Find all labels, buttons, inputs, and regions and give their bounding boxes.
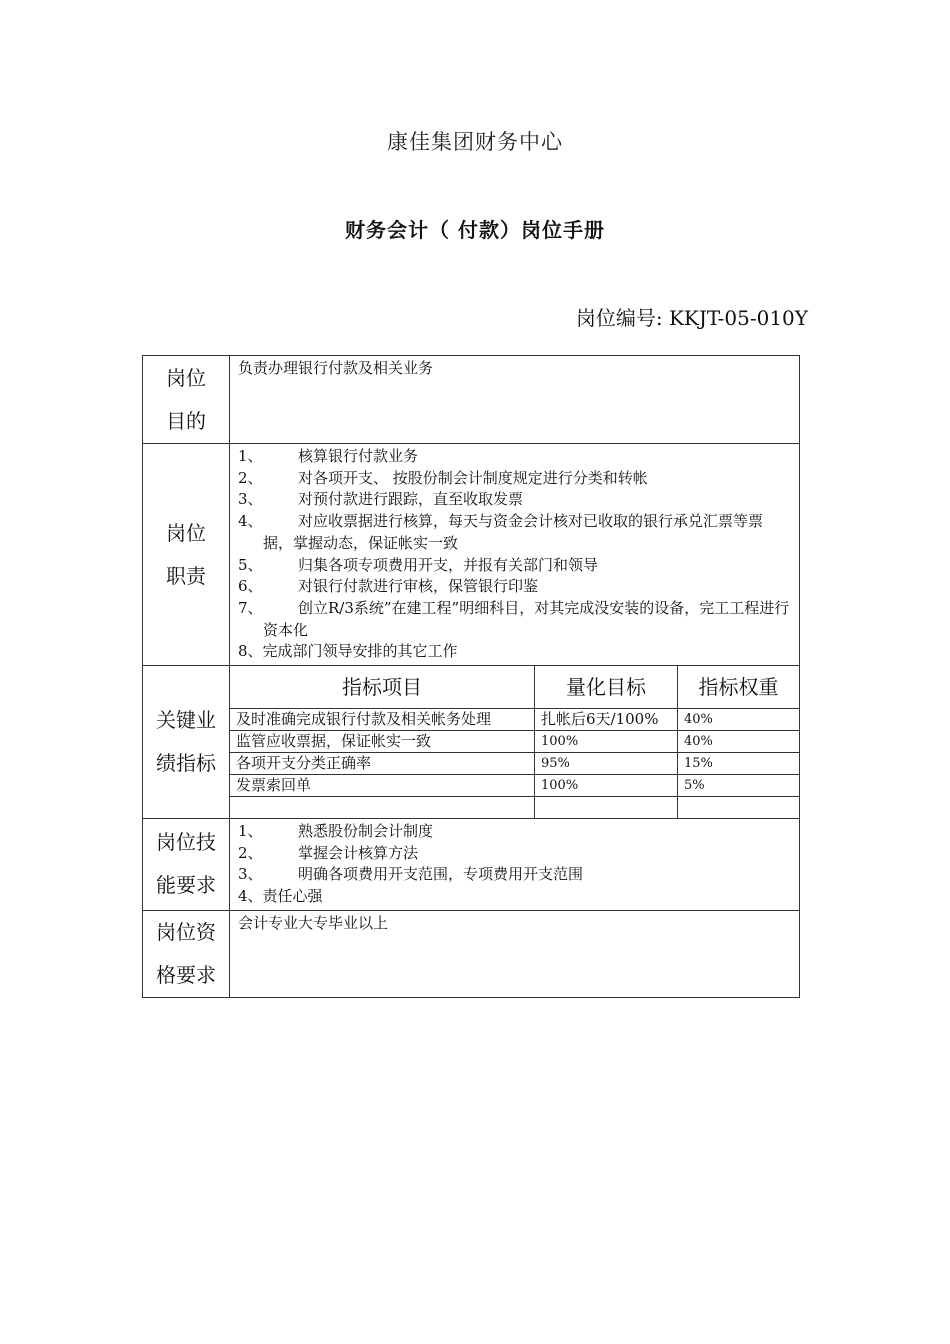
skill-item: 3、 明确各项费用开支范围，专项费用开支范围: [238, 865, 584, 884]
skill-item: 4、责任心强: [238, 887, 323, 906]
organization-name: 康佳集团财务中心: [387, 130, 563, 154]
kpi-col-weight: 指标权重: [678, 666, 800, 709]
duty-item: 5、 归集各项专项费用开支，并报有关部门和领导: [238, 555, 599, 574]
kpi-weight: 40%: [678, 731, 800, 753]
qualification-content: [230, 910, 800, 997]
kpi-target: [535, 797, 678, 819]
kpi-item: 及时准确完成银行付款及相关帐务处理: [230, 709, 535, 731]
kpi-label: 关键业 绩指标: [143, 666, 230, 819]
table-row: [230, 797, 799, 819]
skills-label: 岗位技 能要求: [143, 819, 230, 911]
kpi-item: 监管应收票据，保证帐实一致: [230, 731, 535, 753]
document-title: 财务会计（ 付款）岗位手册: [345, 218, 605, 242]
duty-item: 8、完成部门领导安排的其它工作: [238, 642, 458, 661]
table-row: [230, 775, 799, 797]
skill-item: 1、 熟悉股份制会计制度: [238, 822, 434, 841]
kpi-target: 扎帐后6天/100%: [535, 709, 678, 731]
purpose-content: [230, 356, 800, 444]
kpi-table: [230, 666, 799, 818]
kpi-item: 发票索回单: [230, 775, 535, 797]
kpi-row: [143, 666, 800, 819]
skills-row: [143, 819, 800, 911]
kpi-col-item: 指标项目: [230, 666, 535, 709]
purpose-label: 岗位 目的: [143, 356, 230, 444]
kpi-weight: 40%: [678, 709, 800, 731]
duty-item: 1、 核算银行付款业务: [238, 447, 419, 465]
kpi-item: 各项开支分类正确率: [230, 753, 535, 775]
kpi-weight: 5%: [678, 775, 800, 797]
kpi-target: 95%: [535, 753, 678, 775]
kpi-weight: [678, 797, 800, 819]
kpi-col-target: 量化目标: [535, 666, 678, 709]
purpose-row: [143, 356, 800, 444]
kpi-item: [230, 797, 535, 819]
kpi-content: [230, 666, 800, 819]
duties-row: [143, 444, 800, 666]
position-table: [142, 355, 800, 998]
skills-content: [230, 819, 800, 911]
duties-content: [230, 444, 800, 666]
skill-item: 2、 掌握会计核算方法: [238, 843, 419, 862]
qualification-text: 会计专业大专毕业以上: [238, 913, 389, 932]
duties-label: 岗位 职责: [143, 444, 230, 666]
qualification-row: [143, 910, 800, 997]
kpi-target: 100%: [535, 731, 678, 753]
position-code: 岗位编号: KKJT-05-010Y: [575, 306, 808, 330]
duty-item: 4、 对应收票据进行核算，每天与资金会计核对已收取的银行承兑汇票等票据，掌握动态，保证帐实一致: [238, 512, 764, 552]
duty-item: 7、 创立R/3系统”在建工程”明细科目，对其完成没安装的设备，完工工程进行资本化: [238, 598, 790, 639]
kpi-weight: 15%: [678, 753, 800, 775]
kpi-header-row: [230, 666, 799, 709]
kpi-target: 100%: [535, 775, 678, 797]
duty-item: 3、 对预付款进行跟踪，直至收取发票: [238, 490, 524, 509]
duty-item: 6、 对银行付款进行审核，保管银行印鉴: [238, 577, 539, 596]
purpose-text: 负责办理银行付款及相关业务: [238, 359, 434, 377]
table-row: [230, 753, 799, 775]
table-row: [230, 709, 799, 731]
table-row: [230, 731, 799, 753]
qualification-label: 岗位资 格要求: [143, 910, 230, 997]
duty-item: 2、 对各项开支、 按股份制会计制度规定进行分类和转帐: [238, 468, 648, 487]
